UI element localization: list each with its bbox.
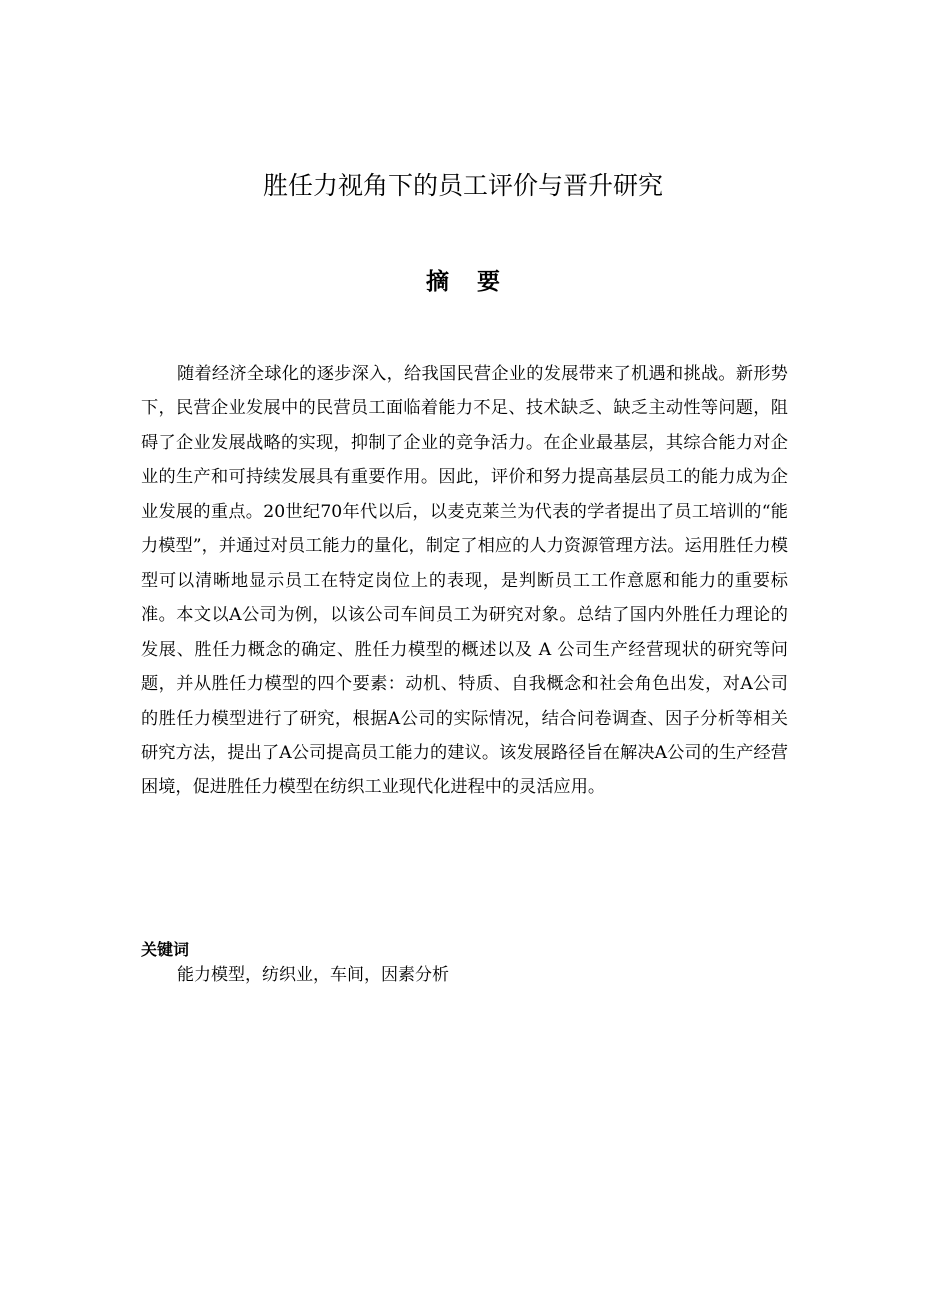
keywords-value: 能力模型，纺织业，车间，因素分析 (177, 965, 449, 985)
abstract-body: 随着经济全球化的逐步深入，给我国民营企业的发展带来了机遇和挑战。新形势下，民营企业发展中的民营员工面临着能力不足、技术缺乏、缺乏主动性等问题，阻碍了企业发展战略的实现，抑制了企业的竞争活力。在企业最基层，其综合能力对企业的生产和可持续发展具有重要作用。因此，评价和努力提高基层员工的能力成为企业发展的重点。20世纪70年代以后，以麦克莱兰为代表的学者提出了员工培训的“能力模型”，并通过对员工能力的量化，制定了相应的人力资源管理方法。运用胜任力模型可以清晰地显示员工在特定岗位上的表现，是判断员工工作意愿和能力的重要标准。本文以A公司为例，以该公司车间员工为研究对象。总结了国内外胜任力理论的发展、胜任力概念的确定、胜任力模型的概述以及 A 公司生产经营现状的研究等问题，并从胜任力模型的四个要素：动机、特质、自我概念和社会角色出发，对A公司的胜任力模型进行了研究，根据A公司的实际情况，结合问卷调查、因子分析等相关研究方法，提出了A公司提高员工能力的建议。该发展路径旨在解决A公司的生产经营困境，促进胜任力模型在纺织工业现代化进程中的灵活应用。 (141, 364, 788, 798)
keywords-label: 关键词 (141, 940, 190, 959)
page-title: 胜任力视角下的员工评价与晋升研究 (262, 171, 663, 200)
abstract-heading: 摘要 (426, 269, 528, 295)
